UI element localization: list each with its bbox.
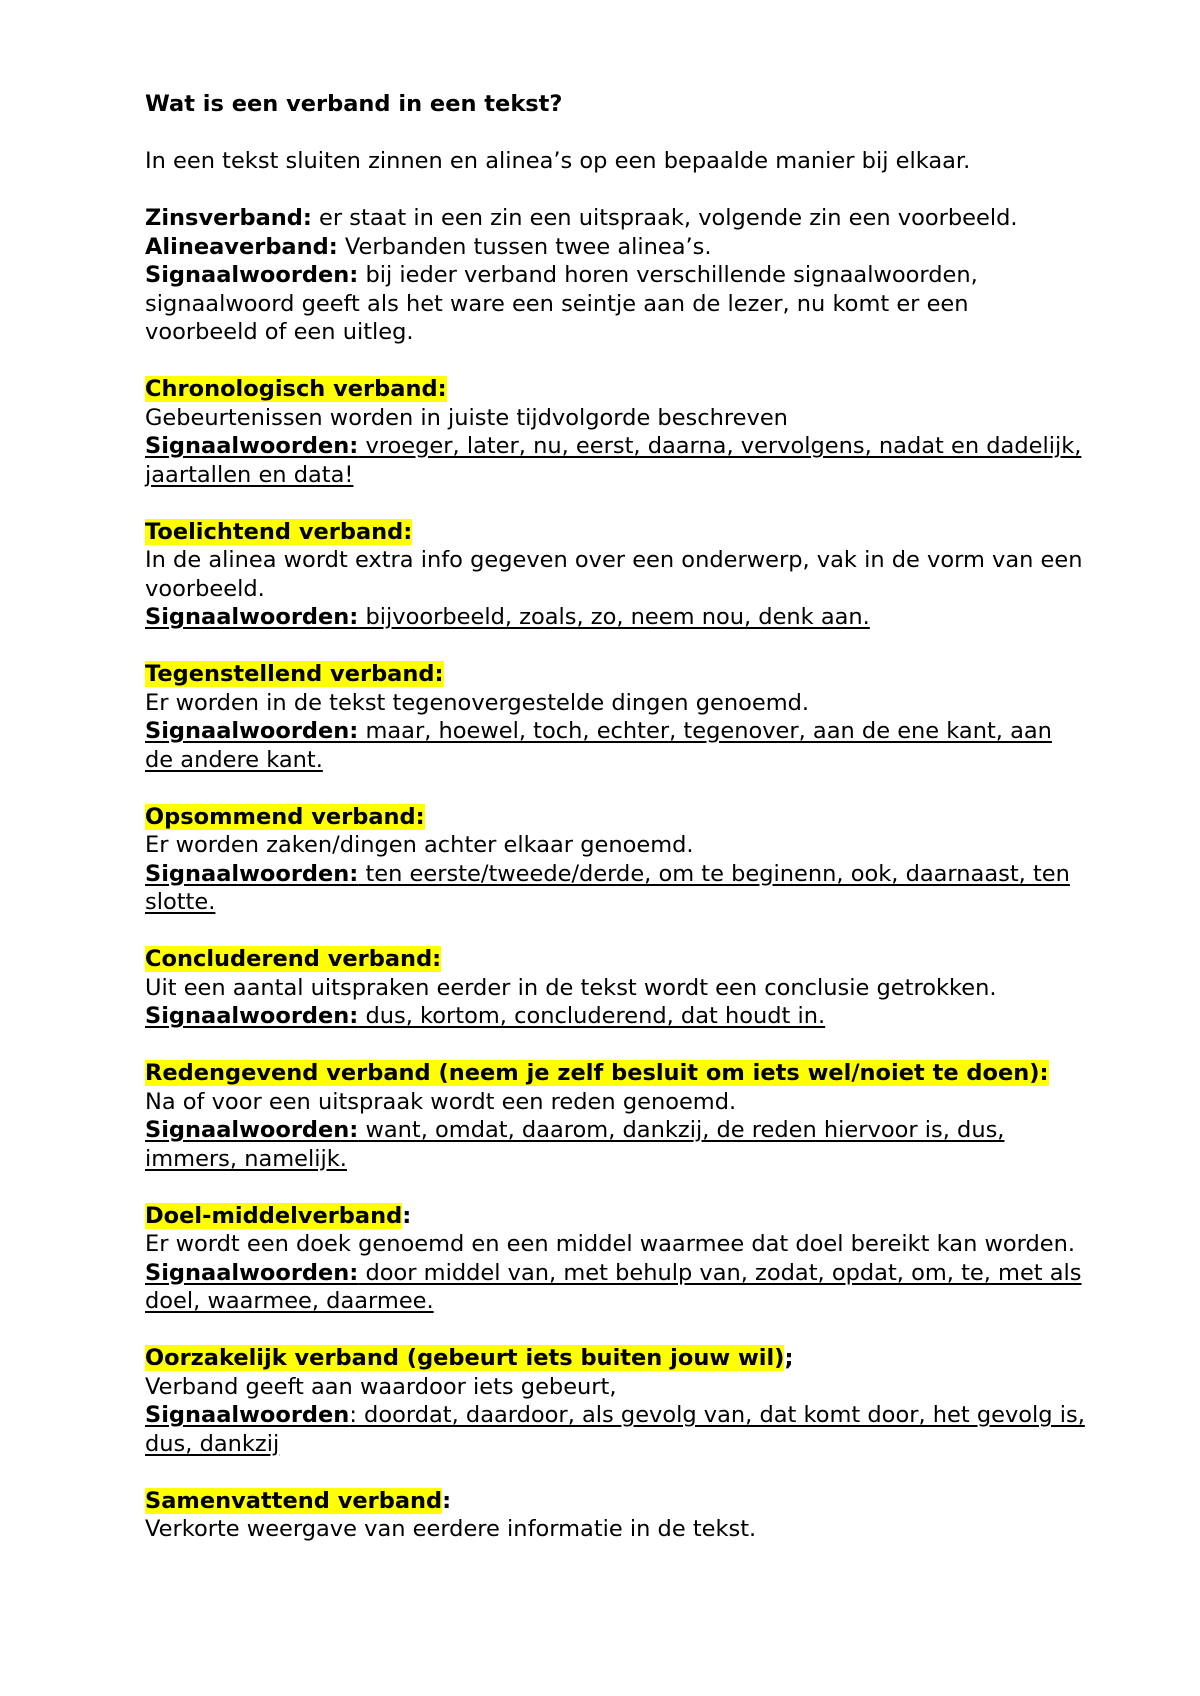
section-heading — [145, 1487, 1085, 1516]
section-heading — [145, 660, 1085, 689]
signal-label: Signaalwoorden: — [145, 433, 359, 459]
section-heading-text: Concluderend verband: — [145, 946, 442, 972]
signal-label: Signaalwoorden: — [145, 1259, 359, 1286]
definition-text: bij ieder verband horen verschillende signaalwoorden, signaalwoord geeft als het ware een seintje aan de lezer, nu komt er een voorbeeld of een uitleg. — [145, 262, 978, 345]
spacer — [145, 489, 1080, 518]
section-signal-words — [145, 860, 1085, 917]
section-heading-text: Doel-middelverband — [145, 1202, 403, 1229]
definition-zinsverband — [145, 204, 1085, 233]
section-heading — [145, 803, 1085, 832]
section-heading-text: Redengevend verband (neem je zelf besluit om iets wel/noiet te doen): — [145, 1060, 1049, 1086]
signal-label: Signaalwoorden: — [145, 860, 359, 887]
section-signal-extra: jaartallen en data! — [145, 461, 354, 488]
spacer — [145, 1458, 1080, 1487]
definition-signaalwoorden — [145, 261, 1085, 347]
spacer — [145, 917, 1080, 946]
spacer — [145, 774, 1080, 803]
spacer — [145, 1031, 1080, 1060]
section-description: Verband geeft aan waardoor iets gebeurt, — [145, 1373, 617, 1400]
section-heading-text: Toelichtend verband: — [145, 518, 413, 545]
signal-label: Signaalwoorden: — [145, 1003, 359, 1029]
section-description: Er wordt een doek genoemd en een middel waarmee dat doel bereikt kan worden. — [145, 1231, 1076, 1257]
signal-words: want, omdat, daarom, dankzij, de reden hiervoor is, dus, immers, namelijk. — [145, 1117, 1005, 1172]
definition-term: Signaalwoorden: — [145, 262, 359, 288]
section-description: In de alinea wordt extra info gegeven over een onderwerp, vak in de vorm van een voorbeeld. — [145, 547, 1083, 602]
definition-text: Verbanden tussen twee alinea’s. — [337, 233, 712, 260]
definition-text: er staat in een zin een uitspraak, volgende zin een voorbeeld. — [311, 205, 1018, 231]
spacer — [145, 176, 1080, 205]
signal-words: ten eerste/tweede/derde, om te beginenn, ook, daarnaast, ten slotte. — [145, 860, 1070, 915]
signal-words: door middel van, met behulp van, zodat, opdat, om, te, met als doel, waarmee, daarmee. — [145, 1259, 1082, 1314]
intro-paragraph: In een tekst sluiten zinnen en alinea’s op een bepaalde manier bij elkaar. — [145, 148, 971, 174]
section-signal-words — [145, 1259, 1085, 1316]
spacer — [145, 347, 1080, 376]
document-title: Wat is een verband in een tekst? — [145, 91, 563, 117]
section-heading-suffix: : — [402, 1202, 412, 1229]
signal-words: vroeger, later, nu, eerst, daarna, vervolgens, nadat en dadelijk, — [358, 433, 1082, 459]
section-heading — [145, 1344, 1085, 1373]
section-heading-text: Tegenstellend verband: — [145, 661, 444, 687]
signal-label: Signaalwoorden: — [145, 604, 359, 630]
signal-words: bijvoorbeeld, zoals, zo, neem nou, denk aan. — [358, 604, 870, 630]
section-heading-text: Opsommend verband: — [145, 803, 425, 830]
section-description: Er worden in de tekst tegenovergestelde dingen genoemd. — [145, 689, 810, 716]
section-description: Verkorte weergave van eerdere informatie in de tekst. — [145, 1516, 757, 1542]
section-signal-words — [145, 432, 1085, 461]
section-signal-words — [145, 603, 1085, 632]
definition-alineaverband — [145, 233, 1085, 262]
signal-label: Signaalwoorden: — [145, 718, 359, 744]
section-heading — [145, 945, 1085, 974]
section-heading-text: Samenvattend verband — [145, 1487, 443, 1514]
spacer — [145, 1316, 1080, 1345]
spacer — [145, 119, 1080, 148]
signal-words: : doordat, daardoor, als gevolg van, dat komt door, het gevolg is, dus, dankzij — [145, 1402, 1085, 1457]
section-heading-text: Oorzakelijk verband (gebeurt iets buiten jouw wil) — [145, 1345, 785, 1371]
definition-term: Zinsverband: — [145, 205, 312, 231]
signal-words: dus, kortom, concluderend, dat houdt in. — [358, 1003, 826, 1029]
section-heading — [145, 1059, 1085, 1088]
section-signal-words — [145, 1401, 1085, 1458]
section-heading — [145, 375, 1085, 404]
section-signal-words — [145, 1116, 1085, 1173]
section-heading — [145, 1202, 1085, 1231]
signal-label: Signaalwoorden — [145, 1402, 350, 1428]
section-description: Gebeurtenissen worden in juiste tijdvolgorde beschreven — [145, 404, 788, 431]
section-heading-suffix: : — [442, 1487, 452, 1514]
section-signal-words — [145, 1002, 1085, 1031]
section-heading — [145, 518, 1085, 547]
section-description: Uit een aantal uitspraken eerder in de tekst wordt een conclusie getrokken. — [145, 974, 997, 1001]
section-signal-words — [145, 717, 1085, 774]
section-description: Na of voor een uitspraak wordt een reden genoemd. — [145, 1088, 737, 1115]
spacer — [145, 1173, 1080, 1202]
section-heading-text: Chronologisch verband: — [145, 376, 447, 402]
definition-term: Alineaverband: — [145, 233, 338, 260]
spacer — [145, 632, 1080, 661]
signal-label: Signaalwoorden: — [145, 1117, 359, 1143]
section-heading-suffix: ; — [784, 1345, 794, 1371]
section-description: Er worden zaken/dingen achter elkaar genoemd. — [145, 832, 694, 858]
signal-words: maar, hoewel, toch, echter, tegenover, aan de ene kant, aan de andere kant. — [145, 718, 1052, 773]
